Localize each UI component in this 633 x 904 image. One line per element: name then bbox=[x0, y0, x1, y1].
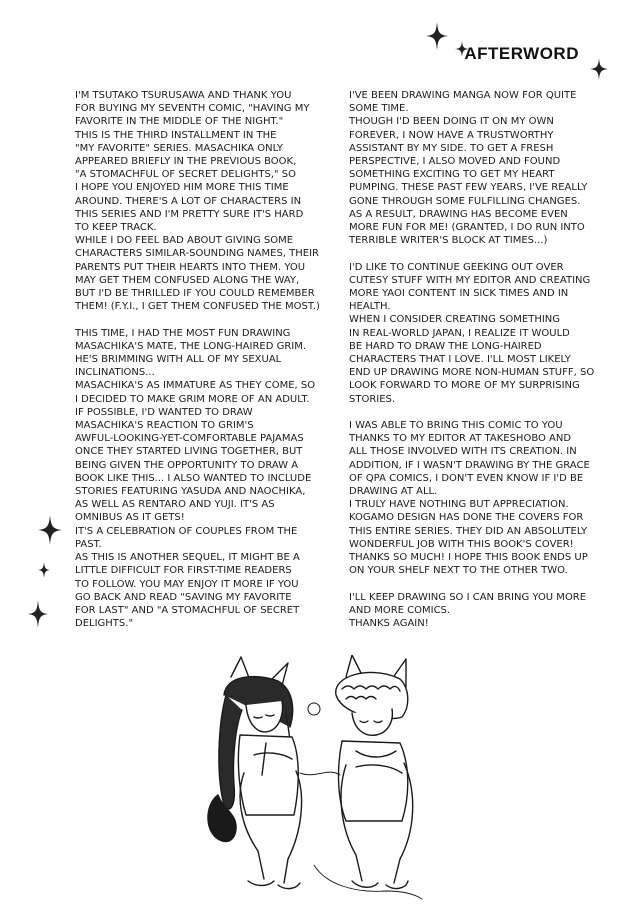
text-line: "MY FAVORITE" SERIES. MASACHIKA ONLY bbox=[75, 142, 283, 154]
text-line: LITTLE DIFFICULT FOR FIRST-TIME READERS bbox=[75, 565, 292, 577]
text-line: AS WELL AS RENTARO AND YUJI. IT'S AS bbox=[75, 499, 275, 511]
text-line: AWFUL-LOOKING-YET-COMFORTABLE PAJAMAS bbox=[75, 433, 304, 445]
text-line: MAY GET THEM CONFUSED ALONG THE WAY, bbox=[75, 274, 300, 286]
text-line: TO FOLLOW. YOU MAY ENJOY IT MORE IF YOU bbox=[75, 578, 299, 590]
text-line: THIS IS THE THIRD INSTALLMENT IN THE bbox=[75, 129, 277, 141]
text-line: GO BACK AND READ "SAVING MY FAVORITE bbox=[75, 591, 292, 603]
text-line: LOOK FORWARD TO MORE OF MY SURPRISING bbox=[349, 380, 580, 392]
paragraph bbox=[349, 419, 589, 577]
text-line: PUMPING. THESE PAST FEW YEARS, I'VE REALLY bbox=[349, 182, 588, 194]
text-line: HE'S BRIMMING WITH ALL OF MY SEXUAL bbox=[75, 354, 282, 366]
text-line: OF QPA COMICS, I DON'T EVEN KNOW IF I'D BE bbox=[349, 472, 584, 484]
text-line: AS A RESULT, DRAWING HAS BECOME EVEN bbox=[349, 208, 568, 220]
text-line: MASACHIKA'S REACTION TO GRIM'S bbox=[75, 420, 254, 432]
text-line: PERSPECTIVE, I ALSO MOVED AND FOUND bbox=[349, 156, 561, 168]
text-line: FOR LAST" AND "A STOMACHFUL OF SECRET bbox=[75, 604, 300, 616]
right-column bbox=[349, 89, 595, 643]
text-line: DRAWING AT ALL. bbox=[349, 486, 438, 498]
text-line: THANKS SO MUCH! I HOPE THIS BOOK ENDS UP bbox=[349, 552, 588, 564]
text-line: THANKS TO MY EDITOR AT TAKESHOBO AND bbox=[349, 433, 572, 445]
text-line: "A STOMACHFUL OF SECRET DELIGHTS," SO bbox=[75, 169, 297, 181]
text-line: STORIES FEATURING YASUDA AND NAOCHIKA, bbox=[75, 486, 306, 498]
illustration-drawing bbox=[196, 655, 466, 900]
text-line: OMNIBUS AS IT GETS! bbox=[75, 512, 185, 524]
text-line: ON YOUR SHELF NEXT TO THE OTHER TWO. bbox=[349, 565, 568, 577]
text-line: FAVORITE IN THE MIDDLE OF THE NIGHT." bbox=[75, 116, 284, 128]
sparkle-icon bbox=[38, 562, 50, 578]
text-line: DELIGHTS." bbox=[75, 618, 134, 630]
text-line: TERRIBLE WRITER'S BLOCK AT TIMES...) bbox=[349, 235, 548, 247]
text-line: PAST. bbox=[75, 538, 102, 550]
text-line: I HOPE YOU ENJOYED HIM MORE THIS TIME bbox=[75, 182, 289, 194]
text-line: BOOK LIKE THIS... I ALSO WANTED TO INCLUDE bbox=[75, 472, 312, 484]
text-line: SOME TIME. bbox=[349, 103, 409, 115]
text-line: END UP DRAWING MORE NON-HUMAN STUFF, SO bbox=[349, 367, 595, 379]
text-line: FOREVER, I NOW HAVE A TRUSTWORTHY bbox=[349, 129, 554, 141]
left-column bbox=[75, 89, 337, 644]
text-line: ADDITION, IF I WASN'T DRAWING BY THE GRACE bbox=[349, 459, 590, 471]
text-line: BUT I'D BE THRILLED IF YOU COULD REMEMBER bbox=[75, 288, 315, 300]
text-line: ASSISTANT BY MY SIDE. TO GET A FRESH bbox=[349, 142, 554, 154]
text-line: THANKS AGAIN! bbox=[349, 618, 429, 630]
sparkle-icon bbox=[426, 22, 448, 50]
text-line: BEING GIVEN THE OPPORTUNITY TO DRAW A bbox=[75, 459, 299, 471]
text-line: THEM! (F.Y.I., I GET THEM CONFUSED THE MOST.) bbox=[75, 301, 320, 313]
text-line: FOR BUYING MY SEVENTH COMIC, "HAVING MY bbox=[75, 103, 310, 115]
text-line: I DECIDED TO MAKE GRIM MORE OF AN ADULT. bbox=[75, 393, 310, 405]
text-line: MASACHIKA'S AS IMMATURE AS THEY COME, SO bbox=[75, 380, 316, 392]
text-line: KOGAMO DESIGN HAS DONE THE COVERS FOR bbox=[349, 512, 584, 524]
text-line: AROUND. THERE'S A LOT OF CHARACTERS IN bbox=[75, 195, 302, 207]
text-line: WONDERFUL JOB WITH THIS BOOK'S COVER! bbox=[349, 538, 574, 550]
character-illustration bbox=[196, 655, 466, 900]
text-line: INCLINATIONS... bbox=[75, 367, 155, 379]
text-line: WHILE I DO FEEL BAD ABOUT GIVING SOME bbox=[75, 235, 294, 247]
text-line: TO KEEP TRACK. bbox=[75, 222, 157, 234]
text-line: I'D LIKE TO CONTINUE GEEKING OUT OVER bbox=[349, 261, 564, 273]
text-line: AND MORE COMICS. bbox=[349, 604, 451, 616]
text-line: THIS SERIES AND I'M PRETTY SURE IT'S HARD bbox=[75, 208, 304, 220]
sparkle-icon bbox=[455, 41, 469, 57]
paragraph bbox=[349, 89, 589, 247]
text-line: I'M TSUTAKO TSURUSAWA AND THANK YOU bbox=[75, 90, 292, 101]
text-line: THIS ENTIRE SERIES. THEY DID AN ABSOLUTELY bbox=[349, 525, 588, 537]
text-line: MORE FUN FOR ME! (GRANTED, I DO RUN INTO bbox=[349, 222, 585, 234]
text-line: STORIES. bbox=[349, 393, 396, 405]
text-line: THIS TIME, I HAD THE MOST FUN DRAWING bbox=[75, 327, 291, 339]
text-line: IF POSSIBLE, I'D WANTED TO DRAW bbox=[75, 406, 253, 418]
text-line: ONCE THEY STARTED LIVING TOGETHER, BUT bbox=[75, 446, 303, 458]
text-line: HEALTH. bbox=[349, 301, 391, 313]
text-line: I'VE BEEN DRAWING MANGA NOW FOR QUITE bbox=[349, 90, 577, 101]
sparkle-icon bbox=[38, 515, 62, 545]
text-line: CHARACTERS SIMILAR-SOUNDING NAMES, THEIR bbox=[75, 248, 319, 260]
sparkle-icon bbox=[28, 600, 48, 628]
text-line: ALL THOSE INVOLVED WITH ITS CREATION. IN bbox=[349, 446, 577, 458]
page-title: AFTERWORD bbox=[464, 44, 579, 63]
paragraph bbox=[75, 89, 337, 313]
text-line: THOUGH I'D BEEN DOING IT ON MY OWN bbox=[349, 116, 554, 128]
text-line: I'LL KEEP DRAWING SO I CAN BRING YOU MORE bbox=[349, 591, 587, 603]
text-line: IN REAL-WORLD JAPAN, I REALIZE IT WOULD bbox=[349, 327, 570, 339]
text-line: CHARACTERS THAT I LOVE. I'LL MOST LIKELY bbox=[349, 354, 571, 366]
text-line: BE HARD TO DRAW THE LONG-HAIRED bbox=[349, 340, 542, 352]
text-line: PARENTS PUT THEIR HEARTS INTO THEM. YOU bbox=[75, 261, 306, 273]
text-line: CUTESY STUFF WITH MY EDITOR AND CREATING bbox=[349, 274, 591, 286]
text-line: APPEARED BRIEFLY IN THE PREVIOUS BOOK, bbox=[75, 156, 297, 168]
text-line: AS THIS IS ANOTHER SEQUEL, IT MIGHT BE A bbox=[75, 552, 300, 564]
paragraph bbox=[75, 327, 337, 631]
paragraph bbox=[349, 591, 589, 631]
text-line: MASACHIKA'S MATE, THE LONG-HAIRED GRIM. bbox=[75, 340, 307, 352]
text-line: I WAS ABLE TO BRING THIS COMIC TO YOU bbox=[349, 420, 563, 432]
text-line: MORE YAOI CONTENT IN SICK TIMES AND IN bbox=[349, 288, 569, 300]
text-line: I TRULY HAVE NOTHING BUT APPRECIATION. bbox=[349, 499, 569, 511]
paragraph bbox=[349, 261, 595, 406]
text-line: IT'S A CELEBRATION OF COUPLES FROM THE bbox=[75, 525, 298, 537]
sparkle-icon bbox=[590, 58, 608, 80]
text-line: WHEN I CONSIDER CREATING SOMETHING bbox=[349, 314, 561, 326]
text-line: SOMETHING EXCITING TO GET MY HEART bbox=[349, 169, 555, 181]
text-line: GONE THROUGH SOME FULFILLING CHANGES. bbox=[349, 195, 581, 207]
